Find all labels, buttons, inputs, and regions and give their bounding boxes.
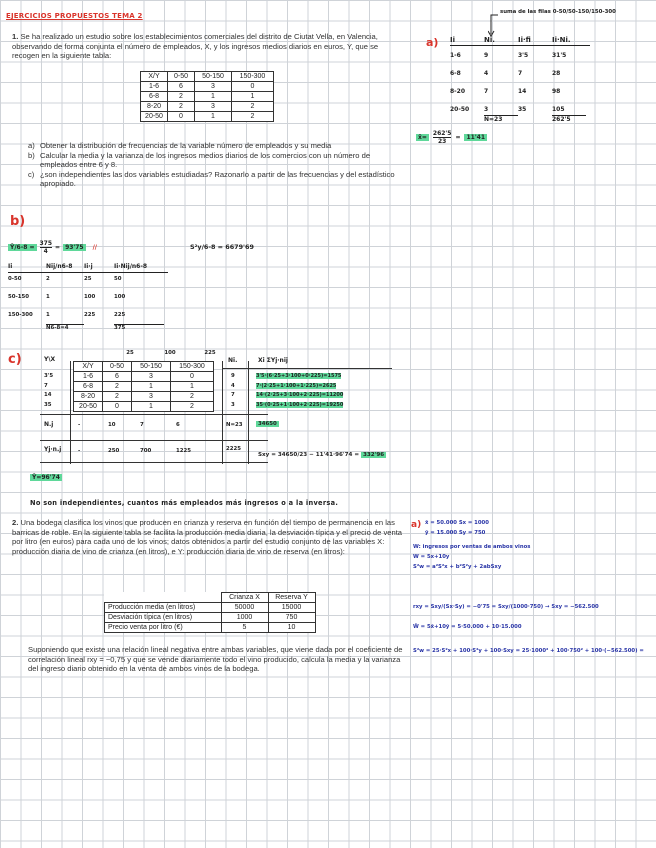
table-row: [74, 372, 214, 382]
notes-c-nj-row: [78, 422, 206, 428]
notes-2-line: ȳ = 15.000 Sy = 750: [425, 530, 486, 536]
table-header-row: [74, 362, 214, 372]
table-header-cell: 0-50: [103, 362, 132, 372]
table-header-cell: 50-150: [132, 362, 171, 372]
exercise-1-statement: [12, 32, 407, 61]
notes-a-mean-label: x̄=: [418, 134, 427, 141]
notes-a-cell: 20-50: [450, 106, 470, 113]
notes-a-cell: 35: [518, 106, 527, 113]
notes-b-cell: 100: [84, 294, 96, 300]
notes-b-total-sum: 375: [114, 324, 164, 331]
table-cell: 0: [103, 402, 132, 412]
notes-c-corner: Y\X: [44, 356, 56, 363]
notes-b-table: [8, 263, 168, 331]
exercise-2-closing: Suponiendo que existe una relación lineal negativa entre ambas variables, que viene dada por el coeficiente de correlación lineal rxy = −0,75 y que se vende diariamente todo el vino producido, calcula la media y la varianza del ingreso diario obtenido en la venta de ambos vinos de la bodega.: [28, 645, 403, 674]
notes-c-yinj-value: 1225: [176, 448, 192, 454]
table-cell: 3: [195, 82, 232, 92]
notes-b-total-row: [8, 324, 168, 331]
table-cell: 1: [171, 382, 214, 392]
notes-b-cell: 25: [84, 276, 92, 282]
table-cell: 1: [195, 92, 232, 102]
question-label: b): [28, 150, 35, 160]
table-cell: 3: [132, 372, 171, 382]
notes-a-header: Ii: [450, 36, 456, 44]
exercise-2-statement: [12, 518, 408, 556]
question-item: [28, 151, 406, 170]
notes-b-row: [8, 294, 168, 300]
notes-c-yinj-value: 250: [108, 448, 120, 454]
table-cell: 0: [232, 82, 274, 92]
notes-b-row: [8, 276, 168, 282]
notes-c-top-mark: 100: [164, 350, 176, 356]
notes-2-line: rxy = Sxy/(Sx·Sy) = −0'75 = Sxy/(1000·750) → Sxy = −562.500: [413, 604, 599, 610]
notes-a-total-sum: 262'5: [552, 115, 586, 123]
notes-b-mean-fraction: [40, 240, 53, 255]
table-header-cell: X/Y: [141, 72, 168, 82]
table-row: [74, 392, 214, 402]
table-header-cell: Crianza X: [221, 593, 268, 603]
notes-c-nj-value: 6: [176, 422, 180, 428]
notes-c-left-mark: 3'5: [44, 373, 54, 379]
notes-b-header: Ii·Nij/n6-8: [114, 263, 148, 270]
notes-a-table: [450, 36, 590, 123]
notes-a-row: [450, 70, 590, 77]
notes-c-nj-total: N=23: [226, 422, 243, 428]
table-cell: 2: [168, 102, 195, 112]
notes-a-cell: 4: [484, 70, 489, 77]
notes-b-header: Nij/n6-8: [46, 263, 73, 270]
notes-a-row: [450, 88, 590, 95]
table-header-row: [141, 72, 274, 82]
question-text: Calcular la media y la varianza de los ingresos medios diarios de los comercios con un número de empleados entre 6 y 8.: [40, 150, 371, 170]
arrow-icon: [488, 12, 500, 38]
notes-a-cell: 28: [552, 70, 561, 77]
notes-a-header-row: [450, 36, 590, 46]
notes-b-header-row: [8, 263, 168, 270]
notes-c-nj-sum: 34650: [258, 421, 277, 427]
notes-c-label: c): [8, 352, 22, 367]
table-cell: 1: [132, 402, 171, 412]
notes-c-ybar: Ȳ=96'74: [32, 474, 60, 481]
fraction-numerator: 375: [39, 240, 53, 247]
question-label: c): [28, 169, 35, 179]
notes-a-cell: 8-20: [450, 88, 466, 95]
notes-b-total-n: N6-8=4: [46, 324, 84, 331]
arrow-note: suma de las filas 0-50/50-150/150-300: [500, 9, 616, 15]
table-cell: 1-6: [141, 82, 168, 92]
notes-c-ni-value: 7: [231, 392, 235, 398]
table-cell: 2: [171, 402, 214, 412]
table-cell: 1: [232, 92, 274, 102]
table-cell: 8-20: [74, 392, 103, 402]
table-cell: 5: [221, 623, 268, 633]
notes-2-line: S²w = 25·S²x + 100·S²y + 100·Sxy = 25·1000² + 100·750² + 100·(−562.500) =: [413, 648, 644, 654]
fraction-denominator: 4: [43, 248, 48, 255]
notes-b-row: [8, 312, 168, 318]
notes-2-line: W = 5x+10y: [413, 554, 450, 560]
table-header-cell: 50-150: [195, 72, 232, 82]
notes-2-label: a): [411, 520, 422, 530]
notes-c-top-marks: [110, 350, 230, 356]
notes-b-cell: 100: [114, 294, 126, 300]
notes-a-mean: x̄= $\frac{262'5}{23}$ = 11'41: [418, 130, 486, 145]
table-cell: Producción media (en litros): [105, 603, 222, 613]
notes-a-label: a): [426, 36, 439, 49]
notes-c-yinj-row: [78, 448, 206, 454]
table-header-cell: Reserva Y: [268, 593, 315, 603]
table-cell: 10: [268, 623, 315, 633]
notes-c-sum-value: 14·(2·25+3·100+2·225)=11200: [256, 392, 344, 398]
notes-c-ni-col: [231, 372, 235, 410]
table-row: [74, 382, 214, 392]
notes-a-total-row: [450, 115, 590, 123]
notes-a-cell: 7: [518, 70, 523, 77]
table-header-cell: X/Y: [74, 362, 103, 372]
notes-b-cell: 50: [114, 276, 122, 282]
notes-c-sum-value: 35·(0·25+1·100+2·225)=19250: [256, 401, 344, 408]
notes-b-cell: 225: [84, 312, 96, 318]
notes-b-header: Ii·j: [84, 263, 93, 270]
question-item: [28, 170, 406, 189]
notes-c-yinj-value: -: [78, 448, 81, 454]
notes-a-cell: 9: [484, 52, 489, 59]
notes-a-cell: 1-6: [450, 52, 461, 59]
notes-b-label: b): [10, 214, 26, 229]
notes-a-header: Ii·Ni.: [552, 36, 571, 44]
question-text: Obtener la distribución de frecuencias de la variable número de empleados y su media: [40, 141, 332, 150]
exercise-1-text: Se ha realizado un estudio sobre los establecimientos comerciales del distrito de Ciutat Vella, en Valencia, observando de forma conjunta el número de empleados, X, y los ingresos medios diarios en euros, Y, que se recogen en la siguiente tabla:: [12, 32, 379, 61]
notes-c-sum-row: [256, 401, 343, 411]
notes-c-sxy-expr: Sxy = 34650/23 − 11'41·96'74 =: [258, 452, 360, 458]
table-header-cell: 150-300: [232, 72, 274, 82]
notes-a-cell: 3'5: [518, 52, 529, 59]
notes-b-mean-result: 93'75: [65, 244, 84, 251]
notes-2-line: S²w = a²S²x + b²S²y + 2abSxy: [413, 564, 502, 570]
notes-a-cell: 7: [484, 88, 489, 95]
notes-c-top-mark: 25: [126, 350, 134, 356]
exercise-2-table: [104, 592, 316, 633]
notes-a-total-n: N=23: [484, 115, 518, 123]
table-cell: 6: [168, 82, 195, 92]
table-cell: 1: [132, 382, 171, 392]
notes-c-sum-header: Xi ΣYj·nij: [258, 357, 288, 364]
notes-c-ni-header: Ni.: [228, 357, 238, 364]
table-cell: 0: [168, 112, 195, 122]
notes-b-cell: 150-300: [8, 312, 33, 318]
notes-b-mean-expr: Ȳ/6-8 =: [10, 244, 35, 251]
notes-b-header: Ii: [8, 263, 13, 270]
notes-b-variance: S²y/6-8 = 6679'69: [190, 243, 254, 251]
table-header-row: [105, 593, 316, 603]
notes-2-line: x̄ = 50.000 Sx = 1000: [425, 520, 489, 526]
table-cell: 2: [103, 392, 132, 402]
table-cell: 6: [103, 372, 132, 382]
table-cell: 1: [195, 112, 232, 122]
table-cell: 20-50: [141, 112, 168, 122]
notes-a-header: Ii·fi: [518, 36, 531, 44]
notes-b-cell: 225: [114, 312, 126, 318]
notes-c-left-mark: 14: [44, 392, 52, 398]
table-row: [141, 92, 274, 102]
table-row: [141, 102, 274, 112]
table-cell: 6-8: [74, 382, 103, 392]
table-cell: 8-20: [141, 102, 168, 112]
notes-2-lines: [413, 520, 653, 655]
notes-c-sum-row: [256, 372, 343, 382]
notes-c-yinj-total: 2225: [226, 446, 242, 452]
notes-a-row: [450, 52, 590, 59]
notes-a-mean-result: 11'41: [466, 134, 486, 141]
notes-c-sum-value: 3'5·(6·25+3·100+0·225)=1575: [256, 373, 342, 379]
notes-c-left-mark: 7: [44, 382, 48, 389]
table-cell: 0: [171, 372, 214, 382]
exercise-2-text: Una bodega clasifica los vinos que producen en crianza y reserva en función del tiempo de permanencia en las barricas de roble. En la siguiente tabla se facilita la producción media diaria, la desviación típica y el precio de venta por litro (en euros) para cada uno de los vinos; datos obtenidos a partir del estudio conjunto de las variables X: producción diaria de vino de crianza (en litros), e Y: producción diaria de vino de reserva (en litros):: [12, 518, 403, 556]
table-cell: Precio venta por litro (€): [105, 623, 222, 633]
notes-a-cell: 31'5: [552, 52, 567, 59]
notes-b-mean: Ȳ/6-8 = $\frac{375}{4}$ = 93'75 //: [10, 240, 97, 255]
table-cell: 3: [195, 102, 232, 112]
table-header-cell: [105, 593, 222, 603]
table-cell: 2: [232, 102, 274, 112]
question-item: [28, 141, 406, 151]
table-header-cell: 0-50: [168, 72, 195, 82]
notes-b-cell: 1: [46, 294, 50, 300]
notes-c-nj-value: 7: [140, 422, 144, 428]
exercise-2-number: 2.: [12, 518, 19, 527]
notes-c-ni-value: 3: [231, 401, 235, 408]
notes-c-sum-row: [256, 382, 343, 392]
notes-c-nj-value: -: [78, 422, 81, 428]
fraction-denominator: 23: [438, 138, 447, 145]
notes-b-cell: 1: [46, 312, 50, 318]
table-cell: 2: [103, 382, 132, 392]
table-row: [74, 402, 214, 412]
notes-a-cell: 98: [552, 88, 561, 95]
check-mark: //: [92, 244, 97, 251]
page-title: EJERCICIOS PROPUESTOS TEMA 2: [6, 12, 143, 20]
notes-b-cell: 2: [46, 276, 50, 282]
notes-c-yinj-label: Yj·n.j: [44, 446, 62, 453]
table-cell: 15000: [268, 603, 315, 613]
notes-c-top-mark: 225: [204, 350, 216, 356]
table-cell: 50000: [221, 603, 268, 613]
exercise-1-number: 1.: [12, 32, 19, 41]
notes-c-left-marks: [44, 372, 53, 410]
notes-c-sxy: [258, 452, 386, 458]
exercise-1-table: [140, 71, 274, 122]
notes-b-cell: 0-50: [8, 276, 22, 282]
table-cell: 2: [232, 112, 274, 122]
table-cell: 750: [268, 613, 315, 623]
notes-c-inner-table: [73, 361, 214, 412]
exercise-1-questions: [28, 141, 406, 189]
table-cell: 2: [171, 392, 214, 402]
table-row: [141, 112, 274, 122]
notes-a-row: [450, 106, 590, 113]
notes-a-mean-fraction: [433, 130, 452, 145]
notes-c-sxy-result: 332'96: [363, 452, 385, 458]
table-row: [105, 623, 316, 633]
notes-c-nj-value: 10: [108, 422, 116, 428]
notes-c-conclusion: No son independientes, cuantos más empleados más ingresos o a la inversa.: [30, 499, 339, 507]
notes-c-nj-label: N.j: [44, 421, 54, 428]
table-row: [141, 82, 274, 92]
table-cell: 20-50: [74, 402, 103, 412]
table-row: [105, 613, 316, 623]
question-text: ¿son independientes las dos variables estudiadas? Razonarlo a partir de las frecuencias y del estadístico apropiado.: [40, 169, 395, 189]
table-cell: 2: [168, 92, 195, 102]
notes-2-line: W̄ = 5x̄+10ȳ = 5·50.000 + 10·15.000: [413, 624, 522, 630]
table-cell: 1-6: [74, 372, 103, 382]
table-row: [105, 603, 316, 613]
question-label: a): [28, 141, 35, 150]
notes-b-cell: 50-150: [8, 294, 29, 300]
notes-a-cell: 105: [552, 106, 565, 113]
notes-a-cell: 3: [484, 106, 489, 113]
table-cell: Desviación típica (en litros): [105, 613, 222, 623]
notes-c-left-mark: 35: [44, 401, 52, 408]
notes-2-line: W: ingresos por ventas de ambos vinos: [413, 544, 531, 550]
table-cell: 6-8: [141, 92, 168, 102]
notes-c-yinj-value: 700: [140, 448, 152, 454]
notes-c-sum-row: [256, 391, 343, 401]
fraction-numerator: 262'5: [432, 130, 452, 137]
notes-c-ni-value: 9: [231, 373, 235, 379]
notes-a-header: Ni.: [484, 36, 495, 44]
notes-a-cell: 14: [518, 88, 527, 95]
table-cell: 1000: [221, 613, 268, 623]
notes-c-ni-value: 4: [231, 382, 235, 389]
notes-c-sum-value: 7·(2·25+1·100+1·225)=2625: [256, 382, 337, 389]
table-cell: 3: [132, 392, 171, 402]
notes-a-cell: 6-8: [450, 70, 461, 77]
notes-c-sum-col: [256, 372, 343, 410]
table-header-cell: 150-300: [171, 362, 214, 372]
